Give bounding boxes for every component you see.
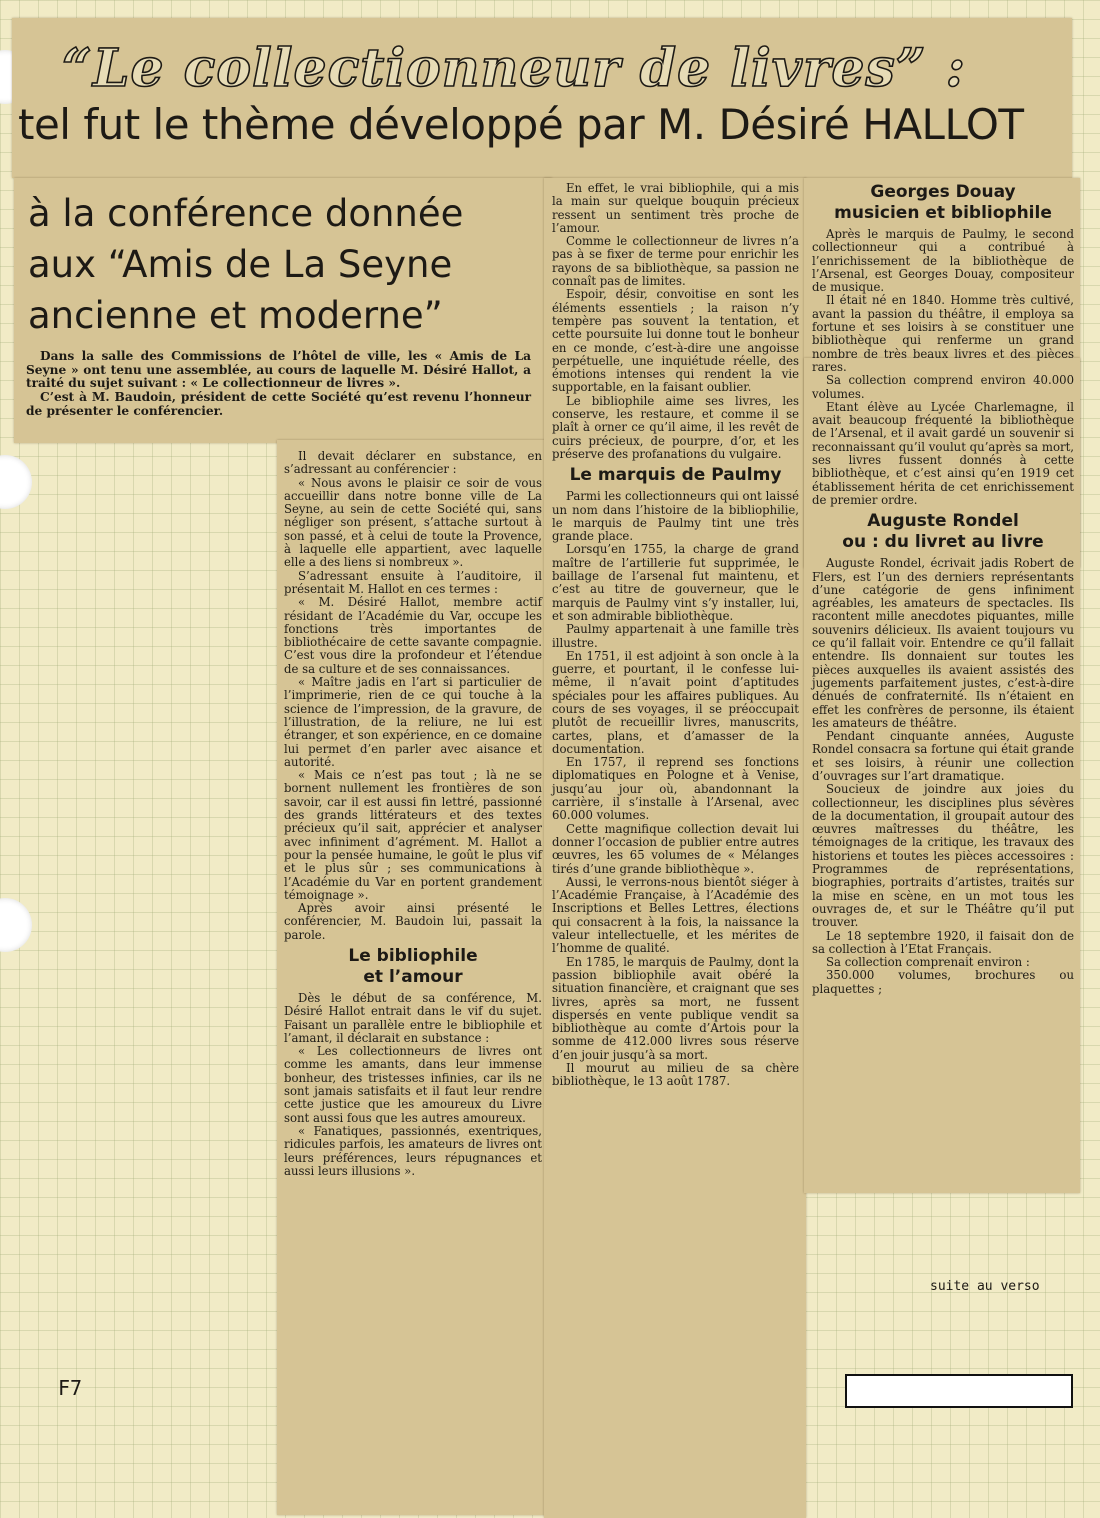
- heading-line: Auguste Rondel: [867, 511, 1019, 532]
- headline-script: “Le collectionneur de livres” :: [62, 38, 966, 99]
- subtitle-line: à la conférence donnée: [28, 192, 464, 235]
- paragraph: « Mais ce n’est pas tout ; là ne se bornent nullement les frontières de son savoir, car il est aussi fin lettré, passionné des grands littérateurs et des textes précieux qu’il sait, apprécier et analyser avec infiniment d’agrément. M. Hallot a pour la pensée humaine, le goût le plus vif et le plus sûr ; ses communications à l’Académie du Var en portent grandement témoignage ».: [284, 768, 542, 902]
- paragraph: Dès le début de sa conférence, M. Désiré Hallot entrait dans le vif du sujet. Faisant un parallèle entre le bibliophile et l’amant, il déclarait en substance :: [284, 990, 542, 1045]
- paragraph: « Fanatiques, passionnés, exentriques, ridicules parfois, les amateurs de livres ont leurs préférences, leurs répugnances et aussi leurs illusions ».: [284, 1123, 542, 1178]
- label-box: [845, 1374, 1073, 1408]
- paragraph: C’est à M. Baudoin, président de cette Société qu’est revenu l’honneur de présenter le conférencier.: [26, 390, 531, 418]
- heading-line: musicien et bibliophile: [834, 203, 1052, 223]
- binder-hole: [0, 455, 32, 509]
- paragraph: En 1785, le marquis de Paulmy, dont la passion bibliophile avait obéré la situation financière, et craignant que ses livres, après sa mort, ne fussent dispersés en vente publique vendit sa bibliothèque au comte d’Artois pour la somme de 412.000 livres sous réserve d’en jouir jusqu’à sa mort.: [552, 954, 799, 1062]
- binder-hole: [0, 898, 32, 952]
- section-heading-rondel: [812, 511, 1074, 553]
- heading-line: Le bibliophile: [348, 945, 478, 966]
- paragraph: Pendant cinquante années, Auguste Rondel consacra sa fortune qui était grande et ses loisirs, à réunir une collection d’ouvrages sur l’art dramatique.: [812, 729, 1074, 783]
- paragraph: « M. Désiré Hallot, membre actif résidant de l’Académie du Var, occupe les fonctions très importantes de bibliothécaire de cette savante compagnie. C’est vous dire la profondeur et l’étendue de sa culture et de ses connaissances.: [284, 595, 542, 676]
- subtitle-line: aux “Amis de La Seyne: [28, 243, 453, 286]
- paragraph: Lorsqu’en 1755, la charge de grand maître de l’artillerie fut supprimée, le baillage de l’arsenal fut maintenu, et c’est au titre de gouverneur, que le marquis de Paulmy vint s’y installer, lui, et son admirable bibliothèque.: [552, 542, 799, 623]
- paragraph: Il mourut au milieu de sa chère bibliothèque, le 13 août 1787.: [552, 1061, 799, 1089]
- paragraph: Dans la salle des Commissions de l’hôtel de ville, les « Amis de La Seyne » ont tenu une assemblée, au cours de laquelle M. Désiré Hallot, a traité du sujet suivant : « Le collectionneur de livres ».: [26, 349, 531, 391]
- paragraph: En effet, le vrai bibliophile, qui a mis la main sur quelque bouquin précieux ressent un sentiment très proche de l’amour.: [552, 181, 799, 235]
- paragraph: Aussi, le verrons-nous bientôt siéger à l’Académie Française, à l’Académie des Inscriptions et Belles Lettres, élections qui consacrent à la fois, la naissance la valeur intellectuelle, et les mérites de l’homme de qualité.: [552, 874, 799, 956]
- paragraph: Sa collection comprenait environ :: [826, 955, 1030, 970]
- section-heading-paulmy: Le marquis de Paulmy: [569, 465, 782, 486]
- paragraph: Il devait déclarer en substance, en s’adressant au conférencier :: [284, 449, 542, 477]
- heading-line: ou : du livret au livre: [842, 532, 1044, 553]
- column-3-text: [812, 182, 1074, 996]
- paragraph: Le 18 septembre 1920, il faisait don de sa collection à l’Etat Français.: [812, 928, 1074, 956]
- paragraph: Il était né en 1840. Homme très cultivé, avant la passion du théâtre, il employa sa fortune et ses loisirs à se constituer une bibliothèque qui renferme un grand nombre de très beaux livres et des pièces rares.: [812, 293, 1074, 374]
- section-heading-douay: [812, 182, 1074, 224]
- heading-line: Georges Douay: [870, 182, 1016, 202]
- paragraph: En 1757, il reprend ses fonctions diplomatiques en Pologne et à Venise, jusqu’au jour où, abandonnant la carrière, il s’installe à l’Arsenal, avec 60.000 volumes.: [552, 755, 799, 823]
- paragraph: Paulmy appartenait à une famille très illustre.: [552, 622, 799, 650]
- paragraph: Cette magnifique collection devait lui donner l’occasion de publier entre autres œuvres, les 65 volumes de « Mélanges tirés d’une grande bibliothèque ».: [552, 821, 799, 876]
- paragraph: Parmi les collectionneurs qui ont laissé un nom dans l’histoire de la bibliophilie, le marquis de Paulmy tint une très grande place.: [552, 489, 799, 544]
- paragraph: Le bibliophile aime ses livres, les conserve, les restaure, et comme il se plaît à orner ce qu’il aime, il les revêt de cuirs précieux, de pourpre, d’or, et les préserve des profanations du vulgaire.: [552, 393, 799, 461]
- paragraph: Soucieux de joindre aux joies du collectionneur, les disciplines plus sévères de la documentation, il groupait autour des œuvres maîtresses du théâtre, les témoignages de la critique, les travaux des historiens et toutes les pièces accessoires : Programmes de représentations, biographies, portraits d’artistes, traités sur la mise en scène, en un mot tous les ouvrages de, et sur le Théâtre qu’il put trouver.: [812, 782, 1074, 930]
- paragraph: Etant élève au Lycée Charlemagne, il avait beaucoup fréquenté la bibliothèque de l’Arsenal, et il avait gardé un souvenir si reconnaissant qu’il voulut qu’après sa mort, ses livres fussent donnés à cette bibliothèque, et c’est ainsi qu’en 1919 cet établissement hérita de cet enrichissement de premier ordre.: [812, 399, 1074, 507]
- paragraph: Sa collection comprend environ 40.000 volumes.: [812, 373, 1074, 401]
- paragraph: « Les collectionneurs de livres ont comme les amants, dans leur immense bonheur, des tristesses infinies, car ils ne sont jamais satisfaits et il faut leur rendre cette justice que les amoureux du Livre sont aussi fous que les autres amoureux.: [284, 1044, 542, 1125]
- subtitle-line: ancienne et moderne”: [28, 294, 443, 337]
- paragraph: « Maître jadis en l’art si particulier de l’imprimerie, rien de ce qui touche à la science de l’impression, de la gravure, de l’illustration, de la reliure, ne lui est étranger, et son expérience, en ce domaine lui permet d’en parler avec aisance et autorité.: [284, 675, 542, 769]
- paragraph: Espoir, désir, convoitise en sont les éléments essentiels ; la raison n’y tempère pas souvent la tentation, et cette poursuite lui donne tout le bonheur en ce monde, c’est-à-dire une angoisse perpétuelle, une inquiétude réelle, des émotions intenses qui rendent la vie supportable, en la faisant oublier.: [552, 287, 799, 395]
- paragraph: Après le marquis de Paulmy, le second collectionneur qui a contribué à l’enrichissement de la bibliothèque de l’Arsenal, est Georges Douay, compositeur de musique.: [812, 227, 1074, 295]
- paragraph: S’adressant ensuite à l’auditoire, il présentait M. Hallot en ces termes :: [284, 568, 542, 596]
- note-page-number: F7: [58, 1376, 83, 1400]
- paragraph: Auguste Rondel, écrivait jadis Robert de Flers, est l’un des derniers représentants d’une catégorie de gens infiniment agréables, les amateurs de spectacles. Ils racontent mille anecdotes piquantes, mille souvenirs délicieux. Ils avaient toujours vu ce qu’il fallait voir. Entendre ce qu’il fallait entendre. Ils donnaient sur toutes les pièces auxquelles ils avaient assistés des jugements parfaitement justes, c’est-à-dire dénués de confraternité. Ils n’étaient en effet les confrères de personne, ils étaient les amateurs de théâtre.: [812, 556, 1074, 730]
- paragraph: « Nous avons le plaisir ce soir de vous accueillir dans notre bonne ville de La Seyne, au sein de cette Société qui, sans négliger son présent, s’attache surtout à son passé, et à celui de toute la Provence, à laquelle elle appartient, avec laquelle elle a des liens si nombreux ».: [284, 475, 542, 570]
- paragraph: Après avoir ainsi présenté le conférencier, M. Baudoin lui, passait la parole.: [284, 901, 542, 942]
- paragraph: En 1751, il est adjoint à son oncle à la guerre, et pourtant, il le confesse lui-même, il n’avait point d’aptitudes spéciales pour les affaires publiques. Au cours de ses voyages, il se préoccupait plutôt de recueillir livres, manuscrits, cartes, plans, et d’amasser de la documentation.: [552, 648, 799, 756]
- column-2-text: [552, 182, 799, 1089]
- paragraph: 350.000 volumes, brochures ou plaquettes ;: [812, 968, 1074, 996]
- subtitle: [28, 188, 548, 341]
- note-suite-au-verso: suite au verso: [930, 1279, 1040, 1294]
- heading-line: et l’amour: [363, 966, 463, 987]
- headline-main: tel fut le thème développé par M. Désiré HALLOT: [18, 100, 1024, 149]
- section-heading-bibliophile: [284, 946, 542, 988]
- clipping-banner: [12, 18, 1072, 178]
- column-1-text: [284, 450, 542, 1178]
- intro-text: [26, 350, 531, 419]
- paragraph: Comme le collectionneur de livres n’a pas à se fixer de terme pour enrichir les rayons de sa bibliothèque, sa passion ne connaît pas de limites.: [552, 234, 799, 289]
